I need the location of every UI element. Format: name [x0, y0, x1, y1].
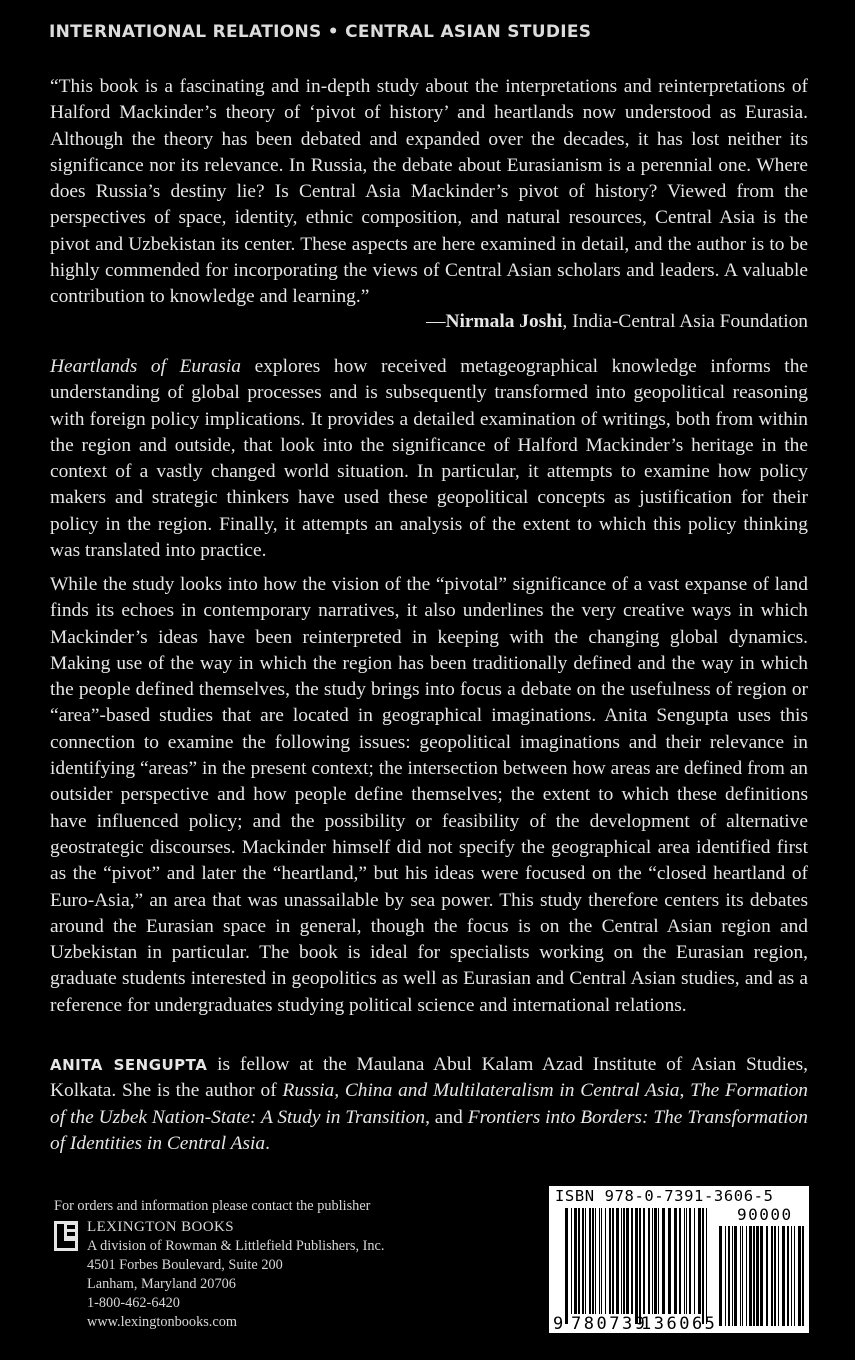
barcode-bar: [616, 1208, 619, 1314]
barcode-digit-group-2: 136065: [641, 1314, 718, 1334]
isbn-number: ISBN 978-0-7391-3606-5: [555, 1187, 774, 1205]
publisher-info: [54, 1197, 384, 1332]
barcode-bar: [639, 1208, 641, 1324]
barcode-bar: [766, 1226, 768, 1326]
barcode-bar: [746, 1226, 747, 1326]
barcode-bar: [648, 1208, 650, 1314]
barcode-bar: [798, 1226, 801, 1326]
bio-intro: is fellow at the Maulana Abul Kalam Azad Institute of Asian Studies, Kolkata. She is the author of: [50, 1054, 808, 1102]
barcode-bar: [694, 1208, 695, 1314]
barcode-bar: [734, 1226, 737, 1326]
publisher-contact-line: For orders and information please contact the publisher: [54, 1198, 371, 1214]
barcode-bar: [571, 1208, 572, 1314]
barcode-bar: [585, 1208, 586, 1314]
barcode-bar: [635, 1208, 638, 1324]
barcode-bar: [643, 1208, 645, 1314]
barcode-bar: [802, 1226, 804, 1326]
barcode-bar: [778, 1226, 779, 1326]
barcode-bar: [592, 1208, 594, 1314]
barcode-bar: [725, 1226, 726, 1326]
barcode-digit-first: 9: [553, 1314, 564, 1334]
price-code: 90000: [737, 1205, 793, 1224]
barcode-bar: [740, 1226, 741, 1326]
quote-attribution: [50, 309, 808, 335]
barcode-bar: [582, 1208, 584, 1314]
barcode-digit-group-1: 780739: [571, 1314, 648, 1334]
bio-book-3: Frontiers into Borders: The Transformation of Identities in Central Asia: [50, 1106, 809, 1154]
description-p1-text: explores how received metageographical knowledge informs the understanding of global processes and is subsequently transformed into geopolitical reasoning with foreign policy implications. It provides a detailed examination of writings, both from within the region and outside, that look into the significance of Halford Mackinder’s heritage in the context of a vastly changed world situation. In particular, it attempts to examine how policy makers and strategic thinkers have used these geopolitical concepts as justification for their policy in the region. Finally, it attempts an analysis of the extent to which this policy thinking was translated into practice.: [50, 356, 808, 562]
barcode-bar: [686, 1208, 687, 1314]
barcode-bar: [662, 1208, 665, 1314]
publisher-address-1: 4501 Forbes Boulevard, Suite 200: [87, 1257, 283, 1273]
barcode-bar: [753, 1226, 755, 1326]
barcode-bar: [794, 1226, 795, 1326]
barcode-bar: [621, 1208, 622, 1314]
barcode-bar: [631, 1208, 633, 1314]
barcode-bar: [749, 1226, 752, 1326]
barcode-bar: [742, 1226, 743, 1326]
isbn-barcode: [549, 1186, 809, 1333]
barcode-bar: [702, 1208, 704, 1324]
barcode-bar: [689, 1208, 691, 1314]
barcode-bar: [674, 1208, 677, 1314]
barcode-bar: [609, 1208, 611, 1314]
barcode-bar: [684, 1208, 685, 1314]
barcode-bar: [578, 1208, 580, 1314]
attribution-name: Nirmala Joshi: [445, 310, 563, 332]
barcode-bar: [654, 1208, 657, 1314]
barcode-bar: [658, 1208, 659, 1314]
attribution-dash: —: [426, 310, 446, 332]
barcode-bar: [760, 1226, 763, 1326]
endorsement-quote: [50, 74, 808, 335]
barcode-bar: [601, 1208, 602, 1314]
barcode-bar: [782, 1226, 785, 1326]
barcode-bar: [626, 1208, 629, 1314]
description-paragraph-2: While the study looks into how the vision of the “pivotal” significance of a vast expanse of land finds its echoes in contemporary narratives, it also underlines the very creative ways in which Mackinder’s ideas have been reinterpreted in keeping with the changing global dynamics. Making use of the way in which the region has been traditionally defined and the way in which the people defined themselves, the study brings into focus a debate on the usefulness of region or “area”-based studies that are located in geographical imaginations. Anita Sengupta uses this connection to examine the following issues: geopolitical imaginations and their relevance in identifying “areas” in the present context; the intersection between how areas are defined from an outsider perspective and how people define themselves; the extent to which these definitions have influenced policy; and the possibility or feasibility of the development of alternative geostrategic discourses. Mackinder himself did not specify the geographical area identified first as the “pivot” and later the “heartland,” but his ideas were focused on the “closed heartland of Euro-Asia,” an area that was unassailable by sea power. This study therefore centers its debates around the Eurasian space in general, though the focus is on the Central Asian region and Uzbekistan in particular. The book is ideal for specialists working on the Eurasian region, graduate students interested in geopolitics as well as Eurasian and Central Asian studies, and as a reference for undergraduates studying political science and international relations.: [50, 574, 808, 1016]
barcode-bar: [565, 1208, 568, 1324]
bio-separator: , and: [425, 1106, 468, 1128]
publisher-division: A division of Rowman & Littlefield Publishers, Inc.: [87, 1238, 385, 1254]
barcode-bar: [599, 1208, 600, 1314]
author-bio: [50, 1052, 808, 1157]
series-label: INTERNATIONAL RELATIONS • CENTRAL ASIAN STUDIES: [49, 22, 592, 42]
barcode-bar: [771, 1226, 773, 1326]
publisher-address-2: Lanham, Maryland 20706: [87, 1276, 236, 1292]
book-title: Heartlands of Eurasia: [50, 356, 241, 377]
barcode-bar: [574, 1208, 577, 1314]
barcode-bar: [679, 1208, 681, 1314]
barcode-bar: [774, 1226, 776, 1326]
barcode-bar: [706, 1208, 707, 1324]
author-name: ANITA SENGUPTA: [50, 1056, 208, 1074]
bio-separator: ,: [679, 1080, 691, 1102]
barcode-bar: [787, 1226, 789, 1326]
barcode-bar: [756, 1226, 759, 1326]
barcode-bar: [612, 1208, 614, 1314]
barcode-bar: [589, 1208, 591, 1314]
bio-end: .: [265, 1132, 270, 1154]
publisher-website[interactable]: www.lexingtonbooks.com: [87, 1314, 237, 1330]
barcode-bar: [732, 1226, 733, 1326]
quote-text: “This book is a fascinating and in-depth study about the interpretations and reinterpretations of Halford Mackinder’s theory of ‘pivot of history’ and heartlands now understood as Eurasia. Although the theory has been debated and expanded over the decades, it has lost neither its significance nor its relevance. In Russia, the debate about Eurasianism is a perennial one. Where does Russia’s destiny lie? Is Central Asia Mackinder’s pivot of history? Viewed from the perspectives of space, identity, ethnic composition, and natural resources, Central Asia is the pivot and Uzbekistan its center. These aspects are here examined in detail, and the author is to be highly commended for incorporating the views of Central Asian scholars and leaders. A valuable contribution to knowledge and learning.”: [50, 76, 808, 308]
barcode-bar: [605, 1208, 606, 1314]
attribution-org: , India-Central Asia Foundation: [562, 310, 808, 332]
publisher-phone: 1-800-462-6420: [87, 1295, 180, 1311]
bio-book-1: Russia, China and Multilateralism in Central Asia: [282, 1080, 680, 1102]
barcode-bar: [652, 1208, 653, 1314]
description-paragraph-1: [50, 354, 808, 564]
lexington-logo-icon: [54, 1221, 78, 1251]
barcode-bar: [623, 1208, 625, 1314]
barcode-bar: [668, 1208, 671, 1314]
barcode-bar: [595, 1208, 596, 1314]
publisher-name: LEXINGTON BOOKS: [87, 1219, 234, 1235]
bio-book-2: The Formation of the Uzbek Nation-State: A Study in Transition: [50, 1080, 808, 1128]
barcode-bar: [791, 1226, 792, 1326]
barcode-bar: [728, 1226, 730, 1326]
barcode-bar: [698, 1208, 701, 1314]
barcode-bar: [719, 1226, 722, 1326]
